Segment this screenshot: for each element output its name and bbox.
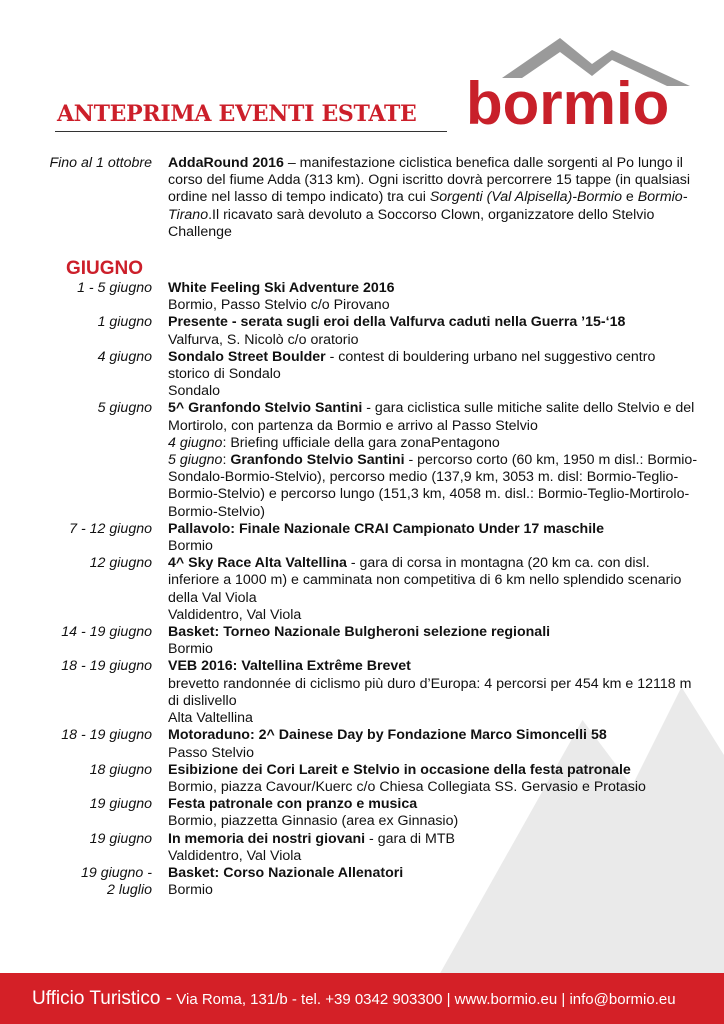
- footer-office: Ufficio Turistico -: [32, 988, 173, 1009]
- event-date: 19 giugno: [89, 796, 152, 813]
- event-title: Esibizione dei Cori Lareit e Stelvio in occasione della festa patronale: [168, 761, 631, 778]
- sub-sep: :: [222, 452, 231, 469]
- event-date: 5 giugno: [97, 400, 152, 417]
- event-body: [168, 349, 698, 401]
- event-title: Festa patronale con pranzo e musica: [168, 796, 418, 813]
- footer-contact: [32, 988, 676, 1010]
- event-body: [168, 865, 698, 899]
- event-body: [168, 658, 698, 727]
- footer-separator: |: [446, 991, 451, 1008]
- event-body: [168, 521, 698, 555]
- event-location: Valfurva, S. Nicolò c/o oratorio: [168, 331, 359, 348]
- event-location: Alta Valtellina: [168, 710, 253, 727]
- event-desc: - gara di corsa in montagna (20 km ca. con disl. inferiore a 1000 m) e camminata non competitiva di 6 km nello splendido scenario della Val Viola: [168, 555, 682, 606]
- event-date: [0, 865, 168, 899]
- event-location: Bormio: [168, 538, 213, 555]
- event-desc: e: [621, 189, 638, 206]
- footer-email[interactable]: info@bormio.eu: [569, 991, 676, 1008]
- event-date-end: 2 luglio: [107, 882, 152, 899]
- section-heading-giugno: GIUGNO: [66, 258, 144, 280]
- bormio-logo: [462, 30, 698, 140]
- event-body: [168, 155, 698, 241]
- event-entry: [0, 624, 724, 658]
- event-body: [168, 555, 698, 624]
- event-desc-italic: Bormio-Tirano: [168, 189, 688, 223]
- event-title: 4^ Sky Race Alta Valtellina: [168, 555, 347, 572]
- event-entry: [0, 762, 724, 796]
- footer-website[interactable]: www.bormio.eu: [454, 991, 558, 1008]
- event-date: 19 giugno: [89, 830, 152, 847]
- event-desc-italic: Sorgenti (Val Alpisella)-Bormio: [429, 189, 622, 206]
- title-underline: [55, 131, 447, 132]
- event-title: Motoraduno: 2^ Dainese Day by Fondazione Marco Simoncelli 58: [168, 727, 607, 744]
- event-entry: [0, 349, 724, 401]
- event-title: Basket: Torneo Nazionale Bulgheroni selezione regionali: [168, 624, 551, 641]
- event-desc: - contest di bouldering urbano nel suggestivo centro storico di Sondalo: [168, 348, 656, 383]
- sub-title: Granfondo Stelvio Santini: [230, 452, 405, 469]
- event-desc: - gara di MTB: [365, 830, 455, 847]
- event-body: [168, 280, 698, 314]
- event-date: Fino al 1 ottobre: [49, 155, 152, 171]
- event-location: Valdidentro, Val Viola: [168, 606, 302, 623]
- sub-date: 5 giugno: [168, 452, 223, 469]
- intro-entry: [0, 155, 724, 241]
- event-entry: [0, 658, 724, 727]
- event-location: Passo Stelvio: [168, 744, 254, 761]
- event-title: Pallavolo: Finale Nazionale CRAI Campionato Under 17 maschile: [168, 520, 604, 537]
- event-entry: [0, 555, 724, 624]
- sub-text: : Briefing ufficiale della gara zonaPentagono: [222, 434, 500, 451]
- event-title: AddaRound 2016: [168, 155, 284, 171]
- event-location: Bormio, Passo Stelvio c/o Pirovano: [168, 297, 390, 314]
- event-desc: – manifestazione ciclistica benefica dalle sorgenti al Po lungo il corso del fiume Adda (313 km). Ogni iscritto dovrà percorrere 15 tappe (in qualsiasi ordine nel lasso di tempo indicato) tra cui: [168, 155, 691, 206]
- event-date: 1 - 5 giugno: [77, 280, 152, 297]
- event-entry: [0, 314, 724, 348]
- event-date: 14 - 19 giugno: [61, 624, 152, 641]
- event-desc: - gara ciclistica sulle mitiche salite dello Stelvio e del Mortirolo, con partenza da Bormio e arrivo al Passo Stelvio: [168, 400, 695, 434]
- event-location: Bormio, piazza Cavour/Kuerc c/o Chiesa Collegiata SS. Gervasio e Protasio: [168, 778, 646, 795]
- footer-address: Via Roma, 131/b - tel. +39 0342 903300: [176, 991, 443, 1008]
- event-date: 4 giugno: [97, 348, 152, 365]
- event-body: [168, 314, 698, 348]
- footer-separator: |: [561, 991, 566, 1008]
- event-body: [168, 831, 698, 865]
- page-title: ANTEPRIMA EVENTI ESTATE: [57, 101, 417, 127]
- event-title: Sondalo Street Boulder: [168, 348, 326, 365]
- event-title: Presente - serata sugli eroi della Valfurva caduti nella Guerra ’15-‘18: [168, 314, 626, 331]
- event-date: 7 - 12 giugno: [69, 520, 152, 537]
- event-title: In memoria dei nostri giovani: [168, 830, 366, 847]
- event-title: White Feeling Ski Adventure 2016: [168, 280, 395, 297]
- event-title: Basket: Corso Nazionale Allenatori: [168, 864, 404, 881]
- event-date: 18 giugno: [89, 761, 152, 778]
- event-body: [168, 400, 698, 520]
- event-entry: [0, 831, 724, 865]
- event-location: Valdidentro, Val Viola: [168, 847, 302, 864]
- event-desc: brevetto randonnée di ciclismo più duro d’Europa: 4 percorsi per 454 km e 12118 m di dislivello: [168, 675, 692, 709]
- event-title: VEB 2016: Valtellina Extrême Brevet: [168, 658, 411, 675]
- footer-bar: [0, 973, 724, 1024]
- events-list: [0, 155, 724, 899]
- event-entry: [0, 796, 724, 830]
- sub-date: 4 giugno: [168, 434, 223, 451]
- event-location: Sondalo: [168, 383, 221, 400]
- event-date: 18 - 19 giugno: [61, 658, 152, 675]
- event-body: [168, 796, 698, 830]
- event-desc: .Il ricavato sarà devoluto a Soccorso Clown, organizzatore dello Stelvio Challenge: [168, 206, 655, 240]
- event-title: 5^ Granfondo Stelvio Santini: [168, 400, 363, 417]
- sub-text: - percorso corto (60 km, 1950 m disl.: Bormio-Sondalo-Bormio-Stelvio), percorso medio (137,9 km, 3053 m. disl: Bormio-Teglio-Bormio-Stelvio) e percorso lungo (151,3 km, 4058 m. disl.: Bormio-Teglio-Mortirolo-Bormio-Stelvio): [168, 452, 698, 520]
- event-entry: [0, 727, 724, 761]
- event-date: 12 giugno: [89, 555, 152, 572]
- event-body: [168, 727, 698, 761]
- event-date: 18 - 19 giugno: [61, 727, 152, 744]
- event-location: Bormio, piazzetta Ginnasio (area ex Ginnasio): [168, 813, 459, 830]
- event-entry: [0, 521, 724, 555]
- event-entry: [0, 280, 724, 314]
- event-body: [168, 762, 698, 796]
- event-date-start: 19 giugno -: [81, 864, 152, 881]
- logo-text: bormio: [466, 70, 670, 137]
- event-entry: [0, 865, 724, 899]
- event-location: Bormio: [168, 641, 213, 658]
- event-date: 1 giugno: [97, 314, 152, 331]
- event-location: Bormio: [168, 882, 213, 899]
- event-body: [168, 624, 698, 658]
- event-entry-granfondo: [0, 400, 724, 520]
